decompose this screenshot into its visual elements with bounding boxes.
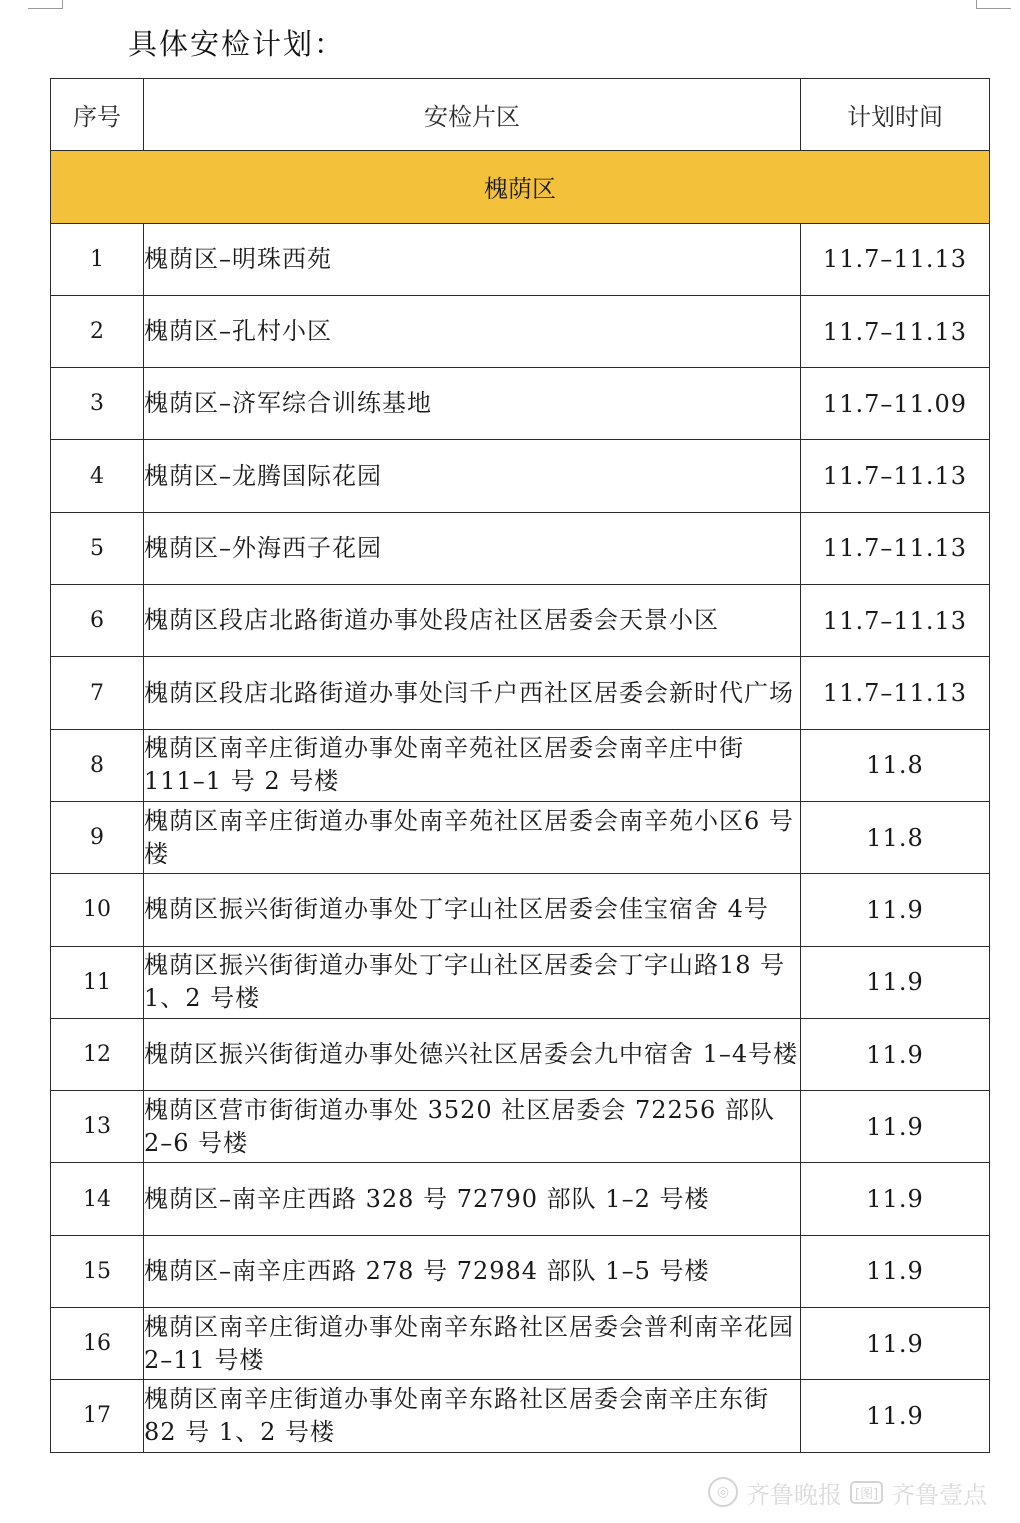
- row-number: 15: [51, 1235, 144, 1307]
- row-time: 11.7–11.13: [801, 512, 990, 584]
- row-area: 槐荫区振兴街街道办事处丁字山社区居委会佳宝宿舍 4号: [144, 874, 801, 946]
- table-row: [51, 1308, 990, 1380]
- row-area: 槐荫区营市街街道办事处 3520 社区居委会 72256 部队2–6 号楼: [144, 1091, 801, 1163]
- row-time: 11.9: [801, 1308, 990, 1380]
- row-number: 17: [51, 1380, 144, 1452]
- table-row: [51, 874, 990, 946]
- row-area: 槐荫区–孔村小区: [144, 295, 801, 367]
- row-number: 14: [51, 1163, 144, 1235]
- row-number: 6: [51, 585, 144, 657]
- table-row: [51, 729, 990, 801]
- row-area: 槐荫区–明珠西苑: [144, 223, 801, 295]
- watermark-text-b: 齐鲁壹点: [891, 1480, 988, 1509]
- row-number: 10: [51, 874, 144, 946]
- table-row: [51, 295, 990, 367]
- row-area: 槐荫区南辛庄街道办事处南辛苑社区居委会南辛庄中街111–1 号 2 号楼: [144, 729, 801, 801]
- table-row: [51, 512, 990, 584]
- row-time: 11.7–11.13: [801, 223, 990, 295]
- row-time: 11.9: [801, 1235, 990, 1307]
- row-area: 槐荫区南辛庄街道办事处南辛东路社区居委会南辛庄东街 82 号 1、2 号楼: [144, 1380, 801, 1452]
- column-header-area: 安检片区: [144, 79, 801, 151]
- qilu-logo-icon: ◎: [708, 1477, 738, 1507]
- row-time: 11.9: [801, 1380, 990, 1452]
- row-number: 1: [51, 223, 144, 295]
- row-area: 槐荫区段店北路街道办事处闫千户西社区居委会新时代广场: [144, 657, 801, 729]
- row-area: 槐荫区段店北路街道办事处段店社区居委会天景小区: [144, 585, 801, 657]
- table-row: [51, 440, 990, 512]
- row-time: 11.9: [801, 874, 990, 946]
- watermark-badge: [图]: [850, 1481, 883, 1504]
- row-number: 8: [51, 729, 144, 801]
- table-row: [51, 1235, 990, 1307]
- row-area: 槐荫区南辛庄街道办事处南辛苑社区居委会南辛苑小区6 号楼: [144, 801, 801, 873]
- row-time: 11.9: [801, 1018, 990, 1090]
- table-row: [51, 657, 990, 729]
- section-label: 槐荫区: [51, 151, 990, 223]
- row-time: 11.7–11.13: [801, 295, 990, 367]
- watermark-text-a: 齐鲁晚报: [746, 1480, 842, 1509]
- table-header-row: [51, 79, 990, 151]
- row-time: 11.9: [801, 1163, 990, 1235]
- row-number: 7: [51, 657, 144, 729]
- crop-mark-right: [976, 0, 1011, 9]
- table-row: [51, 1163, 990, 1235]
- row-time: 11.7–11.13: [801, 657, 990, 729]
- table-row: [51, 1380, 990, 1452]
- row-number: 5: [51, 512, 144, 584]
- row-time: 11.9: [801, 946, 990, 1018]
- row-area: 槐荫区–龙腾国际花园: [144, 440, 801, 512]
- table-row: [51, 801, 990, 873]
- table-row: [51, 585, 990, 657]
- row-number: 9: [51, 801, 144, 873]
- table-row: [51, 223, 990, 295]
- watermark: [708, 1474, 1008, 1510]
- row-time: 11.8: [801, 729, 990, 801]
- row-number: 16: [51, 1308, 144, 1380]
- row-time: 11.7–11.13: [801, 440, 990, 512]
- row-number: 13: [51, 1091, 144, 1163]
- table-row: [51, 1018, 990, 1090]
- row-number: 2: [51, 295, 144, 367]
- row-area: 槐荫区振兴街街道办事处丁字山社区居委会丁字山路18 号 1、2 号楼: [144, 946, 801, 1018]
- row-number: 4: [51, 440, 144, 512]
- table-row: [51, 368, 990, 440]
- row-number: 3: [51, 368, 144, 440]
- row-area: 槐荫区–济军综合训练基地: [144, 368, 801, 440]
- row-number: 12: [51, 1018, 144, 1090]
- row-time: 11.7–11.09: [801, 368, 990, 440]
- row-area: 槐荫区南辛庄街道办事处南辛东路社区居委会普利南辛花园 2–11 号楼: [144, 1308, 801, 1380]
- row-time: 11.9: [801, 1091, 990, 1163]
- column-header-time: 计划时间: [801, 79, 990, 151]
- row-area: 槐荫区–南辛庄西路 328 号 72790 部队 1–2 号楼: [144, 1163, 801, 1235]
- inspection-plan-table: [50, 78, 990, 1453]
- crop-mark-left: [28, 0, 63, 9]
- table-row: [51, 1091, 990, 1163]
- section-row: [51, 151, 990, 223]
- column-header-no: 序号: [51, 79, 144, 151]
- table-row: [51, 946, 990, 1018]
- page-title: 具体安检计划：: [128, 27, 346, 61]
- row-area: 槐荫区–南辛庄西路 278 号 72984 部队 1–5 号楼: [144, 1235, 801, 1307]
- row-time: 11.7–11.13: [801, 585, 990, 657]
- row-area: 槐荫区–外海西子花园: [144, 512, 801, 584]
- row-area: 槐荫区振兴街街道办事处德兴社区居委会九中宿舍 1–4号楼: [144, 1018, 801, 1090]
- row-time: 11.8: [801, 801, 990, 873]
- row-number: 11: [51, 946, 144, 1018]
